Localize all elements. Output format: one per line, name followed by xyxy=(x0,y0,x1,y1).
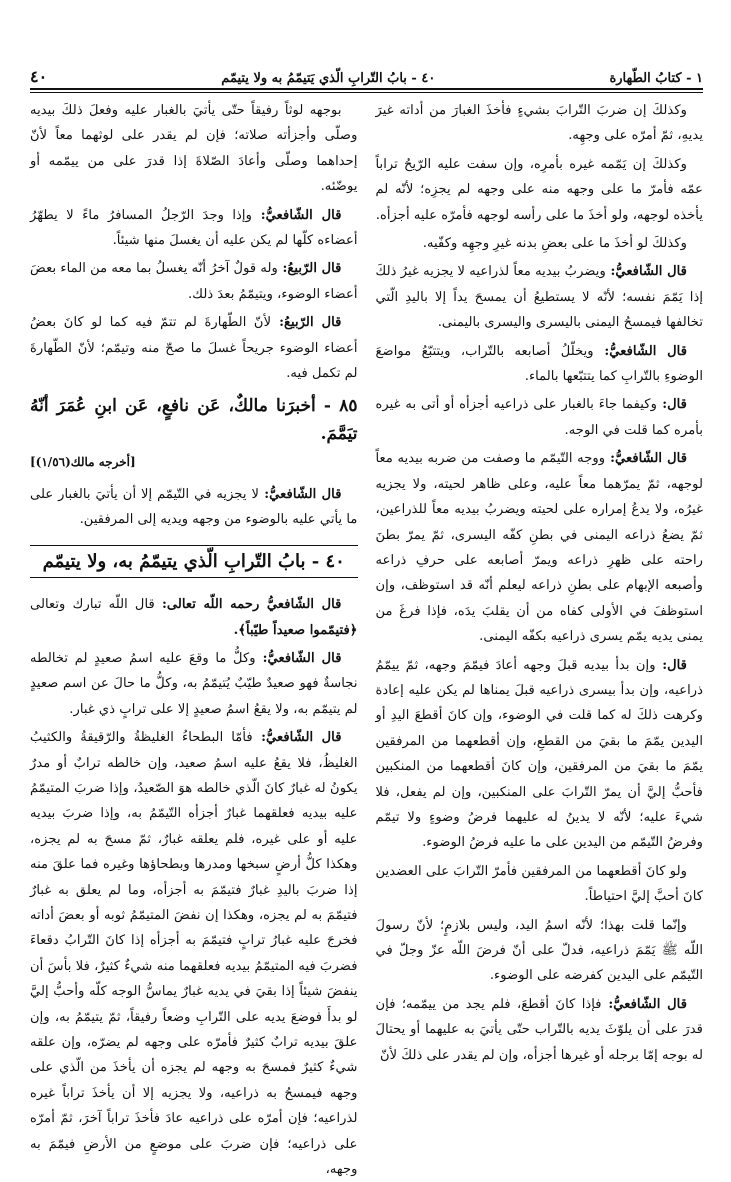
paragraph xyxy=(376,913,704,989)
speaker-label: قال الشّافعيُّ: xyxy=(605,264,687,280)
speaker-label: قال الشّافعيُّ: xyxy=(258,486,342,502)
paragraph-text: لا يجزيه في التّيمّم إلا أن يأتيَ بالغبار على ما يأتي عليه بالوضوء من وجهه ويديه إلى المرفقين. xyxy=(30,486,358,528)
chapter-heading: ٤٠ - بابُ التّرابِ الّذي يتيمّمُ به، ولا يتيمّم xyxy=(30,545,358,578)
chapter-intro xyxy=(30,592,358,643)
paragraph xyxy=(376,859,704,910)
paragraph-text: وإن بدأ بيديه قبلَ وجهه أعادَ فيمّمَ وجهه، ثمّ ييمّمُ ذراعيه، وإن بدأ بيسرى ذراعيه قبلَ يمناها لم يكن عليه إعادة وكرهت ذلكَ له كما قلت في الوضوء، وإن كانَ أقطعَ اليدِ أو اليدين يمّمَ ما بقيَ من القطعِ، وإن أقطعهما من المرفقين يمّمَ ما بقيَ من المرفقين، وإن كانَ أقطعهما من المنكبين فأحبُّ إليَّ أن يمرّ التّرابَ على المنكبين، وإن لم يفعل، فلا شيءَ عليه؛ لأنّه لا يدينُ له عليهما فرضُ وضوءٍ ولا تيمّم وفرضُ التّيمّم من اليدين على ما عليه فرضُ الوضوء. xyxy=(375,657,703,851)
header-rule xyxy=(30,88,703,90)
paragraph-text: ويخلّلُ أصابعه بالتّراب، ويتتبّعُ مواضعَ الوضوءِ بالتّرابِ كما يتتبّعها بالماء. xyxy=(375,343,703,385)
paragraph xyxy=(376,653,704,856)
paragraph-text: وله قولٌ آخرُ أنّه يغسلُ بما معه من الماء بعضَ أعضاء الوضوء، ويتيمّمُ بعدَ ذلك. xyxy=(30,261,358,302)
speaker-label: قال: xyxy=(655,657,687,673)
paragraph xyxy=(30,646,358,722)
paragraph xyxy=(376,446,704,649)
hadith-text: ٨٥ - أخبرَنا مالكٌ، عَن نافعٍ، عَن ابنِ عُمَرَ أنّهُ تيَمَّمَ. xyxy=(30,396,358,445)
paragraph xyxy=(376,152,704,228)
paragraph xyxy=(376,231,704,256)
chapter-body-paragraphs xyxy=(30,646,358,1182)
paragraph-text: ويضربُ بيديه معاً لذراعيه لا يجزيه غيرُ ذلكَ إذا يَمّمَ نفسه؛ لأنّه لا يستطيعُ أن يمسحَ يداً إلا باليدِ الّتي تخالفها فيمسحُ اليمنى باليسرى واليسرى باليمنى. xyxy=(375,264,703,331)
hadith-reference: [أخرجه مالك(١/٥٦)] xyxy=(30,455,136,470)
speaker-label: قال: xyxy=(656,397,687,413)
paragraph xyxy=(376,339,704,390)
quran-verse: ﴿فتيمّموا صعيداً طيّباً﴾. xyxy=(233,622,358,638)
paragraph-text: فإذا كانَ أقطعَ، فلم يجد من ييمّمه؛ فإن قدرَ على أن يلوّثَ يديه بالتّراب حتّى يأتيَ به عليهما أو يحتالَ له بوجه إمّا برجله أو غيرها أجزأه، وإن لم يقدر على ذلكَ لأنّ xyxy=(375,996,703,1063)
page-header xyxy=(30,62,703,86)
paragraph-text: وكذلكَ إن ضربَ التّرابَ بشيءٍ فأخذَ الغبارَ من أداته غيرَ يديهِ، ثمّ أمرّه على وجهِه. xyxy=(375,103,703,144)
paragraph-text: ووجه التّيمّم ما وصفت من ضربه بيديه معاً لوجهه، ثمّ يمرّهما معاً عليه، وعلى ظاهر لحيته، ولا يجزيه غيرُه، ولا يدعُ إمراره على لحيته ويضربُ بيديه معاً للذراعين، ثمّ يضعُ ذراعه اليمنى في بطنِ كفّه اليسرى، ثمّ يمرّ بطنَ راحته على ظهرِ ذراعه ويمرّ أصابعه على حرفِ ذراعه وأصبعه الإبهام على بطنِ ذراعه ليعلم أنّه قد استوظف، وإن استوظفَ في الأولى كفاه من أن يقلبَ يدَه، فإذا فرغَ من يمنى يديه يمّم يسرى ذراعيه بكفّه اليمنى. xyxy=(375,451,703,645)
paragraph-text: وكذلكَ لو أخذَ ما على بعضِ بدنه غيرِ وجهِه وكفّيه. xyxy=(422,236,687,252)
speaker-label: قال الشّافعيُّ: xyxy=(601,996,687,1012)
after-hadith-paragraphs xyxy=(30,482,358,533)
paragraph xyxy=(376,992,704,1068)
speaker-label: قال الشّافعيُّ: xyxy=(593,343,687,359)
paragraph-text: فأمّا البطحاءُ الغليظةُ والرّقيقةُ والكثيبُ الغليظُ، فلا يقعُ عليه اسمُ صعيد، وإن خالطه ترابٌ أو مدرٌ يكونُ له غبارٌ كانَ الّذي خالطه هوَ الصّعيدُ، وإذا ضربَ المتيمّمُ عليه بيديه فعلقهما غبارٌ أجزأه التّيمّمُ به، وإذا ضربَ بيديه عليه أو على غيره، فلم يعلقه غبارٌ، ثمّ مسحَ به لم يجزه، وهكذا كلُّ أرضٍ سبخها ومدرها وبطحاؤها وغيره فما علقَ منه إذا ضربَ باليدِ غبارٌ فتيمّمَ به أجزأه، وما لم يعلق به غبارٌ فتيمّمَ به لم يجزه، وهكذا إن نفضَ المتيمّمُ ثوبه أو بعضَ أداته فخرجَ عليه غبارُ ترابٍ فتيمّمَ به أجزأه إذا كانَ التّرابُ دقعاءَ فضربَ فيه المتيمّمُ بيديه فعلقهما منه شيءٌ كثيرٌ، فلا بأسَ أن ينفضَ شيئاً إذا بقيَ في يديه غبارٌ يماسُّ الوجه كلّه وأحبُّ إليَّ لو بدأَ فوضعَ يديه على التّرابِ وضعاً رفيقاً، ثمّ يتيمّمُ به، وإن علقَ بيديه ترابٌ كثيرٌ فأمرّه على وجهه لم يضرّه، وإن علقه شيءٌ كثيرٌ فمسحَ به وجهه لم يجزه أن يأخذَ من الّذي على وجهه فيمسحُ به ذراعيه، ولا يجزيه إلا أن يأخذَ تراباً غيره لذراعيه؛ فإن أمرّه على ذراعيه عادَ فأخذَ تراباً آخرَ، ثمّ أمرّه على ذراعيه؛ فإن ضربَ على موضعٍ من الأرضِ فيمّمَ به وجهه، xyxy=(30,730,358,1178)
paragraph-text: وكذلكَ إن يَمّمه غيره بأمرِه، وإن سفت عليه الرّيحُ تراباً عمّه فأمرّ ما على وجهه منه على وجهه لم يجزِه؛ لأنّه لم يأخذه لوجهه، ولو أخذَ ما على رأسه لوجهه فأمرّه عليه أجزأه. xyxy=(375,156,703,223)
header-book-title: ١ - كتابُ الطّهارة xyxy=(609,71,703,86)
speaker-label: قال الرّبيعُ: xyxy=(277,261,342,277)
paragraph-text: وإنّما قلت بهذا؛ لأنّه اسمُ اليد، وليس بلازمٍ؛ لأنّ رسولَ اللّه ﷺ يَمّمَ ذراعيه، فدلّ على أنّ فرضَ اللّه عزّ وجلّ في التّيمّم على اليدين كفرضه على الوضوء. xyxy=(375,917,703,984)
paragraph xyxy=(30,98,358,200)
paragraph-text: وكيفما جاءَ بالغبار على ذراعيه أجزأه أو أتى به غيره بأمره كما قلت في الوجه. xyxy=(375,397,703,438)
header-chapter-title: ٤٠ - بابُ التّرابِ الّذي يَتيمّمُ به ولا يتيمّم xyxy=(221,71,436,86)
paragraph xyxy=(376,259,704,335)
paragraph xyxy=(30,482,358,533)
paragraph xyxy=(30,203,358,254)
paragraph-text: بوجهه لوثاً رفيقاً حتّى يأتيَ بالغبار عليه وفعلَ ذلكَ بيديه وصلّى وأجزأته صلاته؛ فإن لم يقدر على لوثهما معاً لأنّ إحداهما وصلّى وأعادَ الصّلاةَ إذا قدرَ على من ييمّمه أو يوضّئه. xyxy=(30,103,358,195)
paragraph-text: لأنّ الطّهارةَ لم تتمّ فيه كما لو كانَ بعضُ أعضاء الوضوء جريحاً غسلَ ما صحّ منه وتيمّم؛ لأنّ الطّهارةَ لم تكمل فيه. xyxy=(30,315,358,382)
paragraph xyxy=(30,256,358,307)
paragraph xyxy=(30,725,358,1182)
paragraph-text: وكلُّ ما وقعَ عليه اسمُ صعيدٍ لم تخالطه نجاسةٌ فهو صعيدٌ طيّبٌ يُتيمّمُ به، وكلُّ ما حالَ عن اسم صعيدٍ لم يتيمّم به، ولا يقعُ اسمُ صعيدٍ إلا على ترابٍ ذي غبار. xyxy=(30,650,358,717)
chapter-intro-speaker: قال الشّافعيُّ رحمه اللّه تعالى: xyxy=(161,597,342,613)
chapter-intro-text: قال اللّه تبارك وتعالى xyxy=(30,597,155,613)
speaker-label: قال الشّافعيُّ: xyxy=(605,451,687,467)
speaker-label: قال الرّبيعُ: xyxy=(271,315,342,331)
paragraph xyxy=(376,98,704,149)
paragraph xyxy=(376,392,704,443)
text-columns xyxy=(30,98,703,1178)
page-number: ٤٠ xyxy=(30,67,48,86)
speaker-label: قال الشّافعيُّ: xyxy=(255,650,342,666)
paragraph xyxy=(30,310,358,386)
speaker-label: قال الشّافعيُّ: xyxy=(252,730,342,746)
right-column xyxy=(376,98,704,1098)
left-column xyxy=(30,98,358,1178)
speaker-label: قال الشّافعيُّ: xyxy=(251,207,342,223)
left-column-paragraphs xyxy=(30,98,358,386)
paragraph-text: ولو كانَ أقطعهما من المرفقين فأمرّ التّرابَ على العضدين كانَ أحبَّ إليَّ احتياطاً. xyxy=(375,863,703,905)
paragraph-text: وإذا وجدَ الرّجلُ المسافرُ ماءً لا يطهّرُ أعضاءه كلّها لم يكن عليه أن يغسلَ منها شيئاً. xyxy=(30,207,358,249)
header-rule-thin xyxy=(30,92,703,93)
